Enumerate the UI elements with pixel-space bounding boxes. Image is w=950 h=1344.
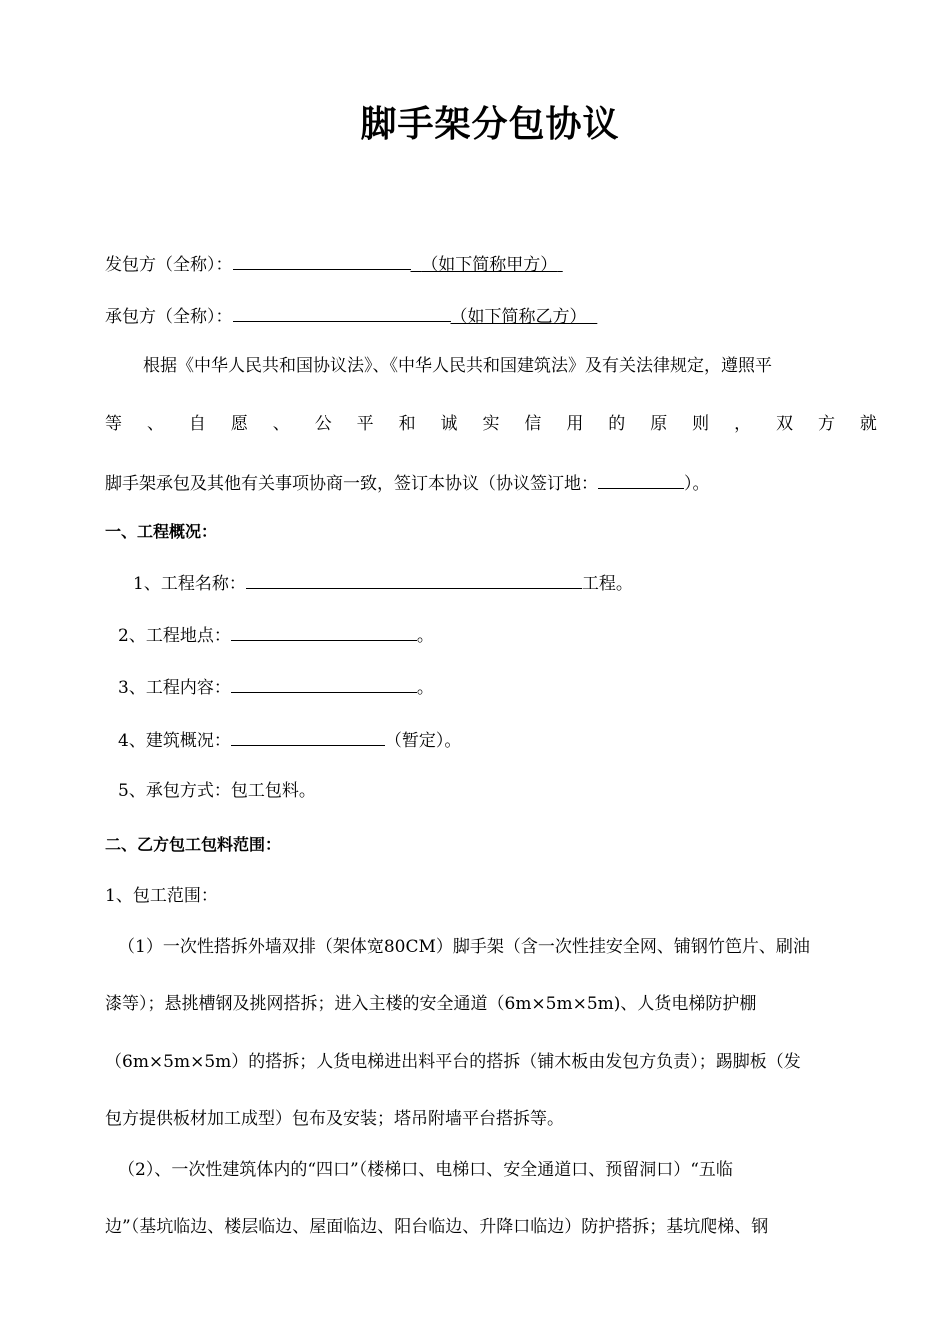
project-name-blank[interactable] [246, 570, 582, 589]
intro-line-2-char: 用 [566, 414, 584, 434]
intro-line-2-char: ， [734, 414, 752, 434]
intro-line-2-char: 等 [105, 414, 122, 434]
project-name-line [133, 570, 633, 596]
party-b-label: 承包方（全称）： [105, 307, 233, 327]
project-content-label: 3、工程内容： [118, 678, 231, 698]
intro-line-2-char: 、 [272, 414, 290, 434]
project-name-suffix: 工程。 [581, 574, 633, 594]
intro-line-3-after: ）。 [684, 474, 710, 494]
scope-p1-line-1: （1）一次性搭拆外墙双排（架体宽80CM）脚手架（含一次性挂安全网、铺钢竹笆片、刷油 [118, 937, 810, 957]
scope-subheading: 1、包工范围： [105, 886, 218, 906]
building-overview-suffix: （暂定）。 [384, 731, 462, 751]
project-location-suffix: 。 [416, 626, 434, 646]
intro-line-2-char: 则 [692, 414, 710, 434]
intro-line-3-before: 脚手架承包及其他有关事项协商一致，签订本协议（协议签订地： [105, 474, 598, 494]
signing-place-blank[interactable] [598, 470, 684, 489]
party-b-note [451, 307, 598, 327]
scope-p1-line-4: 包方提供板材加工成型）包布及安装；塔吊附墙平台搭拆等。 [105, 1109, 564, 1129]
intro-line-2-char: 的 [608, 414, 626, 434]
intro-line-1: 根据《中华人民共和国协议法》、《中华人民共和国建筑法》及有关法律规定，遵照平 [143, 356, 772, 376]
party-a-note-text: （如下简称甲方） [421, 255, 558, 275]
party-b-note-text: （如下简称乙方） [450, 307, 587, 327]
intro-line-2-char: 信 [524, 414, 542, 434]
intro-line-2-char: 、 [146, 414, 164, 434]
intro-line-2 [105, 412, 877, 436]
party-b-blank[interactable] [233, 303, 451, 322]
intro-line-2-char: 公 [314, 414, 332, 434]
intro-line-2-char: 愿 [230, 414, 248, 434]
intro-line-2-char: 平 [356, 414, 374, 434]
project-content-blank[interactable] [231, 674, 417, 693]
intro-line-2-char: 自 [188, 414, 206, 434]
building-overview-label: 4、建筑概况： [118, 731, 231, 751]
intro-line-2-char: 方 [817, 414, 835, 434]
intro-line-2-char: 就 [859, 414, 877, 434]
intro-line-2-char: 原 [650, 414, 668, 434]
party-a-blank[interactable] [233, 251, 411, 270]
intro-line-2-char: 诚 [440, 414, 458, 434]
scope-p2-line-1: （2）、一次性建筑体内的“四口”（楼梯口、电梯口、安全通道口、预留洞口）“五临 [118, 1160, 733, 1180]
scope-p1-line-3: （6m×5m×5m）的搭拆；人货电梯进出料平台的搭拆（铺木板由发包方负责）；踢脚板（发 [105, 1052, 801, 1072]
intro-line-2-char: 双 [776, 414, 793, 434]
intro-line-3 [105, 470, 710, 496]
intro-line-2-char: 和 [398, 414, 416, 434]
section-1-heading: 一、工程概况： [105, 522, 218, 541]
contract-method-line: 5、承包方式：包工包料。 [118, 781, 316, 801]
party-a-label: 发包方（全称）： [105, 255, 233, 275]
document-title: 脚手架分包协议 [360, 104, 620, 145]
party-b-line [105, 303, 597, 329]
project-content-line [118, 674, 434, 700]
project-content-suffix: 。 [416, 678, 434, 698]
project-location-blank[interactable] [231, 622, 417, 641]
building-overview-blank[interactable] [231, 727, 385, 746]
project-location-line [118, 622, 434, 648]
intro-line-2-char: 实 [482, 414, 500, 434]
project-name-label: 1、工程名称： [133, 574, 246, 594]
section-2-heading: 二、乙方包工包料范围： [105, 835, 282, 854]
scope-p1-line-2: 漆等）；悬挑槽钢及挑网搭拆；进入主楼的安全通道（6m×5m×5m)、人货电梯防护棚 [105, 994, 757, 1014]
party-a-line [105, 251, 563, 277]
scope-p2-line-2: 边”（基坑临边、楼层临边、屋面临边、阳台临边、升降口临边）防护搭拆；基坑爬梯、钢 [105, 1217, 769, 1237]
building-overview-line [118, 727, 461, 753]
project-location-label: 2、工程地点： [118, 626, 231, 646]
party-a-note [411, 255, 563, 275]
